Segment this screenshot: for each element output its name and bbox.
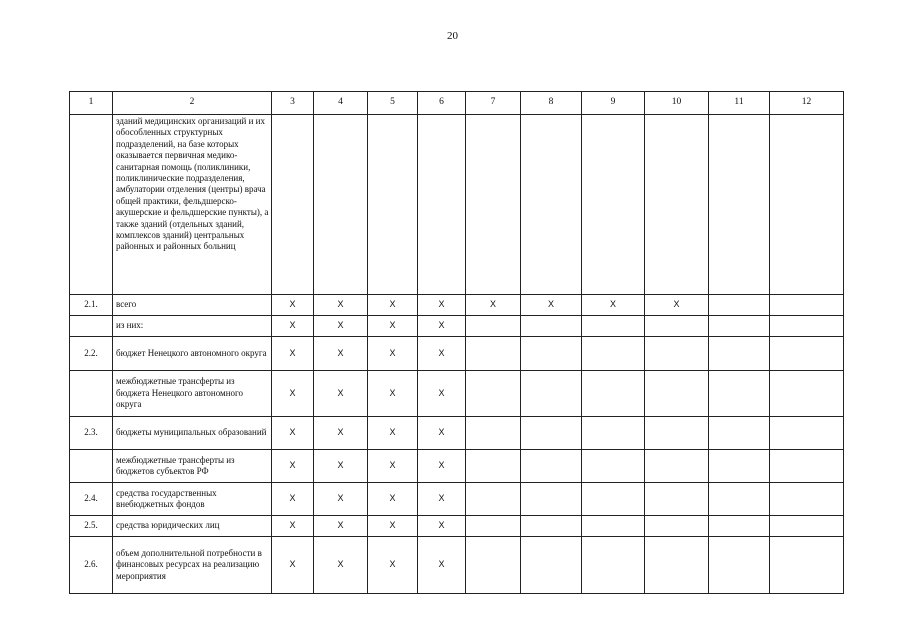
table-cell: X <box>582 295 645 316</box>
table-row <box>70 316 844 337</box>
table-cell: X <box>368 537 418 594</box>
table-cell <box>645 337 709 371</box>
table-row <box>70 371 844 417</box>
table-cell <box>709 516 770 537</box>
column-header: 12 <box>770 92 844 115</box>
row-label: бюджеты муниципальных образований <box>113 417 272 450</box>
intro-description: зданий медицинских организаций и их обособленных структурных подразделений, на базе которых оказывается первичная медико-санитарная помощь (поликлиники, поликлинические подразделения, амбулатории отделения (центры) врача общей практики, фельдшерско-акушерские и фельдшерские пункты), а также зданий (отдельных зданий, комплексов зданий) центральных районных и районных больниц <box>113 115 272 295</box>
table-cell <box>709 295 770 316</box>
table-cell: X <box>418 417 466 450</box>
table-cell <box>645 316 709 337</box>
table-cell <box>770 516 844 537</box>
table-cell <box>521 337 582 371</box>
table-cell <box>521 316 582 337</box>
table-cell: X <box>418 337 466 371</box>
table-cell <box>770 371 844 417</box>
table-cell <box>521 371 582 417</box>
row-number: 2.6. <box>70 537 113 594</box>
row-number: 2.4. <box>70 483 113 516</box>
table-cell <box>466 371 521 417</box>
table-cell <box>770 483 844 516</box>
table-cell <box>466 417 521 450</box>
table-cell <box>770 316 844 337</box>
row-number: 2.3. <box>70 417 113 450</box>
table-cell <box>709 316 770 337</box>
table-cell <box>314 115 368 295</box>
table-cell <box>709 417 770 450</box>
header-row <box>70 92 844 115</box>
table-cell: X <box>314 450 368 483</box>
table-cell <box>466 450 521 483</box>
column-header: 10 <box>645 92 709 115</box>
table-cell: X <box>314 483 368 516</box>
table-cell: X <box>272 337 314 371</box>
table-cell: X <box>418 450 466 483</box>
table-cell: X <box>272 450 314 483</box>
table-cell: X <box>314 371 368 417</box>
table-cell <box>582 537 645 594</box>
row-label: из них: <box>113 316 272 337</box>
table-cell <box>709 371 770 417</box>
financing-table <box>69 91 844 594</box>
column-header: 2 <box>113 92 272 115</box>
table-cell: X <box>314 337 368 371</box>
table-row <box>70 337 844 371</box>
table-cell: X <box>418 483 466 516</box>
column-header: 8 <box>521 92 582 115</box>
row-number: 2.1. <box>70 295 113 316</box>
table-row <box>70 516 844 537</box>
table-cell <box>582 316 645 337</box>
table-cell: X <box>314 516 368 537</box>
column-header: 1 <box>70 92 113 115</box>
table-cell: X <box>314 295 368 316</box>
table-row <box>70 450 844 483</box>
table-cell: X <box>368 516 418 537</box>
table-cell: X <box>272 417 314 450</box>
table-cell <box>466 483 521 516</box>
table-cell: X <box>272 483 314 516</box>
table-cell <box>521 417 582 450</box>
row-label: бюджет Ненецкого автономного округа <box>113 337 272 371</box>
table-cell: X <box>314 537 368 594</box>
row-label: всего <box>113 295 272 316</box>
table-cell: X <box>418 371 466 417</box>
column-header: 5 <box>368 92 418 115</box>
table-cell <box>521 537 582 594</box>
table-cell: X <box>272 295 314 316</box>
table-cell: X <box>272 537 314 594</box>
table-cell: X <box>418 316 466 337</box>
table-cell: X <box>368 316 418 337</box>
row-number <box>70 316 113 337</box>
table-cell <box>645 115 709 295</box>
table-cell <box>418 115 466 295</box>
intro-row <box>70 115 844 295</box>
table-cell <box>466 337 521 371</box>
table-cell <box>709 450 770 483</box>
table-cell: X <box>521 295 582 316</box>
column-header: 3 <box>272 92 314 115</box>
table-cell: X <box>314 316 368 337</box>
table-cell: X <box>466 295 521 316</box>
table-row <box>70 537 844 594</box>
table-cell: X <box>418 537 466 594</box>
table-cell <box>770 417 844 450</box>
column-header: 11 <box>709 92 770 115</box>
table-cell: X <box>368 450 418 483</box>
column-header: 9 <box>582 92 645 115</box>
table-cell <box>645 371 709 417</box>
table-cell <box>582 450 645 483</box>
table-cell <box>466 316 521 337</box>
row-label: средства государственных внебюджетных фондов <box>113 483 272 516</box>
table-cell <box>521 115 582 295</box>
table-cell: X <box>272 371 314 417</box>
table-cell <box>770 295 844 316</box>
column-header: 7 <box>466 92 521 115</box>
table-cell <box>770 537 844 594</box>
table-cell: X <box>272 316 314 337</box>
table-cell: X <box>272 516 314 537</box>
row-number-cell <box>70 115 113 295</box>
table-row <box>70 417 844 450</box>
row-number: 2.5. <box>70 516 113 537</box>
table-cell <box>645 417 709 450</box>
table-cell <box>582 516 645 537</box>
table-cell: X <box>418 516 466 537</box>
table-cell: X <box>368 371 418 417</box>
table-cell <box>368 115 418 295</box>
table-cell: X <box>368 417 418 450</box>
row-label: объем дополнительной потребности в финансовых ресурсах на реализацию мероприятия <box>113 537 272 594</box>
table-cell <box>770 337 844 371</box>
row-number: 2.2. <box>70 337 113 371</box>
table-cell <box>645 483 709 516</box>
row-label: межбюджетные трансферты из бюджета Ненецкого автономного округа <box>113 371 272 417</box>
table-cell: X <box>368 337 418 371</box>
table-cell: X <box>645 295 709 316</box>
table-cell <box>582 371 645 417</box>
table-cell <box>582 483 645 516</box>
table-cell <box>709 337 770 371</box>
table-cell <box>582 337 645 371</box>
table-cell: X <box>418 295 466 316</box>
table-cell <box>466 516 521 537</box>
row-label: межбюджетные трансферты из бюджетов субъектов РФ <box>113 450 272 483</box>
table-cell <box>770 115 844 295</box>
table-cell <box>521 516 582 537</box>
table-row <box>70 483 844 516</box>
table-cell <box>466 537 521 594</box>
table-cell <box>645 450 709 483</box>
table-cell <box>645 537 709 594</box>
table-cell <box>770 450 844 483</box>
column-header: 6 <box>418 92 466 115</box>
table-cell <box>272 115 314 295</box>
table-cell: X <box>368 483 418 516</box>
table-cell <box>521 450 582 483</box>
row-label: средства юридических лиц <box>113 516 272 537</box>
column-header: 4 <box>314 92 368 115</box>
table-cell <box>645 516 709 537</box>
table-cell <box>521 483 582 516</box>
row-number <box>70 371 113 417</box>
table-cell: X <box>368 295 418 316</box>
table-cell <box>582 115 645 295</box>
table-row <box>70 295 844 316</box>
table-cell <box>709 537 770 594</box>
table-cell: X <box>314 417 368 450</box>
table-cell <box>709 483 770 516</box>
table-cell <box>582 417 645 450</box>
table-cell <box>709 115 770 295</box>
row-number <box>70 450 113 483</box>
page-number: 20 <box>447 30 458 42</box>
table-cell <box>466 115 521 295</box>
